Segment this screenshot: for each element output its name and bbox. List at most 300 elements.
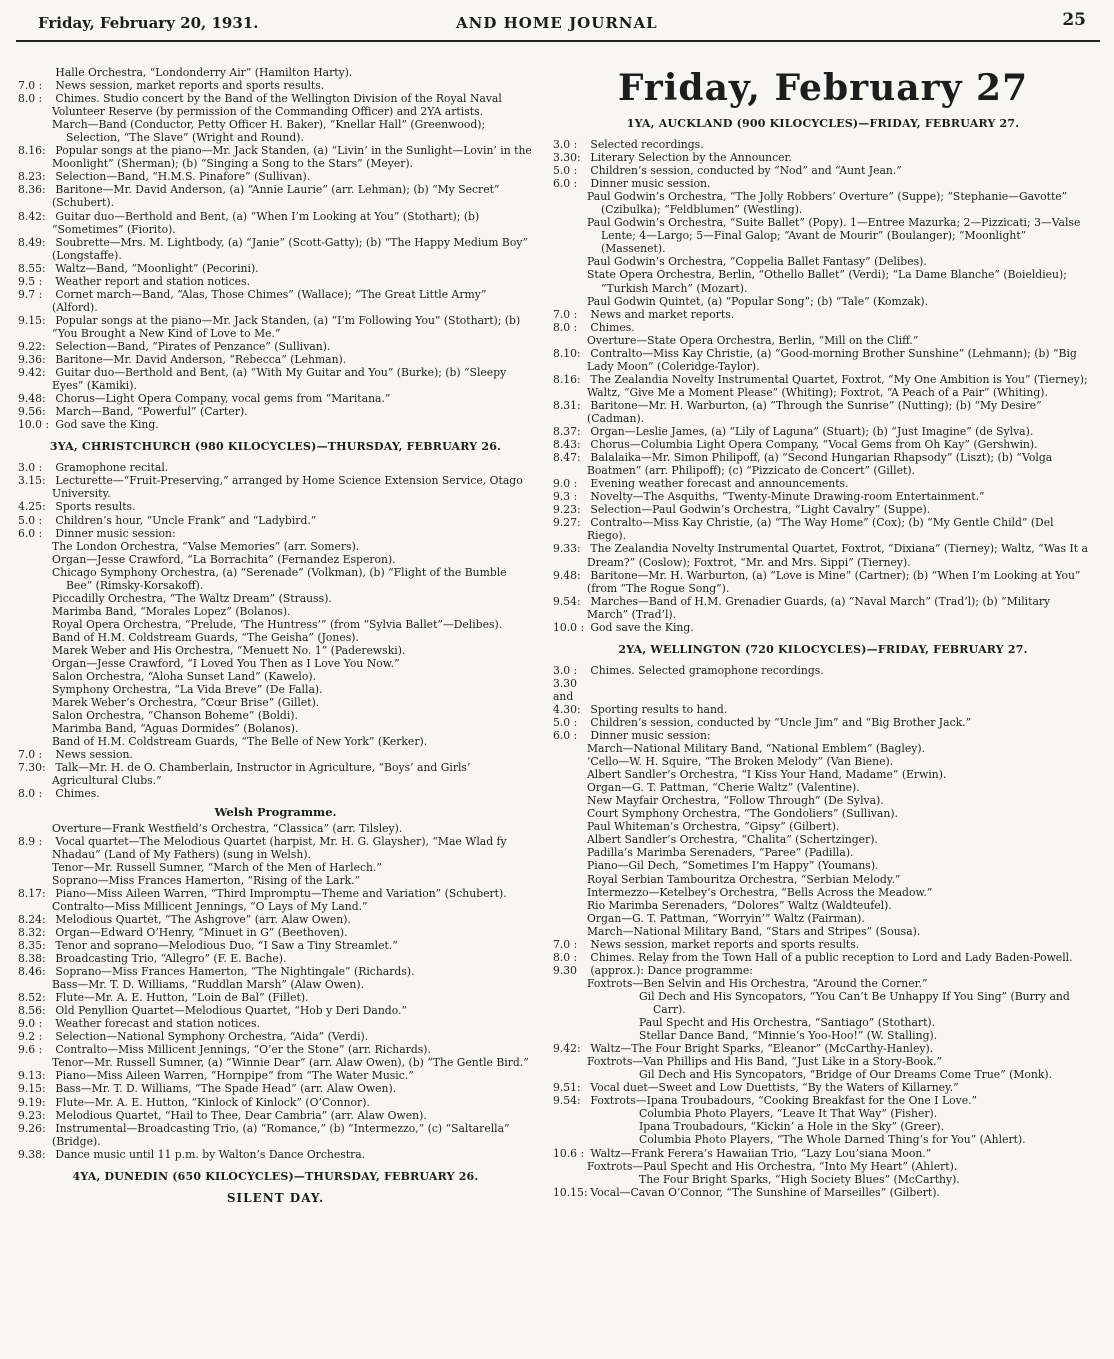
program-time: 3.30 and 4.30: xyxy=(553,676,581,716)
program-entry xyxy=(18,761,533,787)
program-subitem: The London Orchestra, “Valse Memories” (arr. Somers). xyxy=(52,539,360,553)
program-entry xyxy=(553,321,1093,334)
program-entry xyxy=(18,1148,533,1161)
program-entry xyxy=(18,66,533,79)
program-time: 9.23: xyxy=(18,1108,46,1122)
program-entry xyxy=(18,913,533,926)
program-time: 8.17: xyxy=(18,886,46,900)
program-time: 9.6 : xyxy=(18,1043,43,1057)
program-subitem: Contralto—Miss Millicent Jennings, “O Lays of My Land.” xyxy=(52,899,368,913)
silent-day-note: SILENT DAY. xyxy=(226,1190,325,1205)
program-subitem: Tenor—Mr. Russell Sumner, “March of the Men of Harlech.” xyxy=(52,860,382,874)
program-time: 9.15: xyxy=(18,313,46,327)
program-text: Vocal duet—Sweet and Low Duettists, “By the Waters of Killarney.” xyxy=(587,1081,959,1095)
program-entry xyxy=(553,516,1093,542)
program-time: 9.38: xyxy=(18,1147,46,1161)
program-entry xyxy=(18,1082,533,1095)
program-entry xyxy=(553,569,1093,595)
program-time: 8.24: xyxy=(18,912,46,926)
program-time: 8.36: xyxy=(18,183,46,197)
program-entry xyxy=(18,340,533,353)
program-text: Chimes. xyxy=(52,787,100,801)
program-entry xyxy=(18,275,533,288)
program-time: 8.42: xyxy=(18,209,46,223)
program-text: Chimes. Studio concert by the Band of the Wellington Division of the Royal Naval Volunteer Reserve (by permission of the Commanding Officer) and 2YA artists. xyxy=(52,92,502,119)
program-subitem: Piano—Gil Dech, “Sometimes I’m Happy” (Youmans). xyxy=(587,859,879,873)
program-text: Vocal—Cavan O’Connor, “The Sunshine of Marseilles” (Gilbert). xyxy=(587,1185,940,1199)
program-text: God save the King. xyxy=(587,620,694,634)
program-text: Marches—Band of H.M. Grenadier Guards, (a) “Naval March” (Trad’l); (b) “Military March” (Trad’l). xyxy=(587,594,1051,621)
program-time: 9.51: xyxy=(553,1081,581,1095)
program-entry xyxy=(553,373,1093,399)
program-subitem: Band of H.M. Coldstream Guards, “The Geisha” (Jones). xyxy=(52,630,359,644)
program-text: Waltz—Frank Ferera’s Hawaiian Trio, “Lazy Lou’siana Moon.” xyxy=(587,1146,932,1160)
program-subitem: Bass—Mr. T. D. Williams, “Ruddlan Marsh” (Alaw Owen). xyxy=(52,978,365,992)
program-text: Old Penyllion Quartet—Melodious Quartet, “Hob y Deri Dando.” xyxy=(52,1004,407,1018)
program-subitem: Marek Weber and His Orchestra, “Menuett No. 1” (Paderewski). xyxy=(52,643,406,657)
program-time: 9.7 : xyxy=(18,287,43,301)
program-time: 8.56: xyxy=(18,1004,46,1018)
program-time: 9.13: xyxy=(18,1069,46,1083)
program-entry xyxy=(553,164,1093,177)
program-entry xyxy=(18,939,533,952)
program-entry xyxy=(18,92,533,118)
program-time: 7.0 : xyxy=(18,748,43,762)
program-entry xyxy=(553,1147,1093,1160)
program-text: (approx.): Dance programme: xyxy=(587,963,753,977)
program-time: 10.6 : xyxy=(553,1146,585,1160)
program-text: Literary Selection by the Announcer. xyxy=(587,151,792,165)
program-subitem: Band of H.M. Coldstream Guards, “The Belle of New York” (Kerker). xyxy=(52,735,428,749)
program-entry xyxy=(18,461,533,474)
program-entry xyxy=(553,451,1093,477)
program-entry xyxy=(553,677,1093,716)
program-time: 6.0 : xyxy=(18,526,43,540)
program-time: 8.31: xyxy=(553,398,581,412)
program-text: Bass—Mr. T. D. Williams, “The Spade Head” (arr. Alaw Owen). xyxy=(52,1082,397,1096)
program-entry xyxy=(553,1186,1093,1199)
program-subitem: State Opera Orchestra, Berlin, “Othello Ballet” (Verdi); “La Dame Blanche” (Boieldieu); “Turkish March” (Mozart). xyxy=(587,268,1067,295)
program-entry xyxy=(18,418,533,431)
program-subitem: Stellar Dance Band, “Minnie’s Yoo-Hoo!” (W. Stalling). xyxy=(639,1029,938,1043)
station-heading-christchurch: 3YA, CHRISTCHURCH (980 KILOCYCLES)—THURSDAY, FEBRUARY 26. xyxy=(49,440,502,454)
program-text: Piano—Miss Aileen Warren, “Third Impromptu—Theme and Variation” (Schubert). xyxy=(52,886,507,900)
program-time: 3.0 : xyxy=(553,138,578,151)
program-text: Halle Orchestra, “Londonderry Air” (Hamilton Harty). xyxy=(52,66,353,79)
program-time: 3.15: xyxy=(18,474,46,488)
program-subitem: Paul Whiteman’s Orchestra, “Gipsy” (Gilbert). xyxy=(587,820,840,834)
program-text: Baritone—Mr. H. Warburton, (a) “Love is Mine” (Cartner); (b) “When I’m Looking at You” (from “The Rogue Song”). xyxy=(587,568,1081,595)
program-text: Chimes. xyxy=(587,320,635,334)
program-entry xyxy=(553,1094,1093,1107)
program-time: 10.0 : xyxy=(553,620,585,634)
program-subitem: Paul Specht and His Orchestra, “Santiago” (Stothart). xyxy=(639,1016,936,1030)
program-text: Gramophone recital. xyxy=(52,461,169,475)
program-text: Instrumental—Broadcasting Trio, (a) “Romance,” (b) “Intermezzo,” (c) “Saltarella” (Bridge). xyxy=(52,1121,510,1148)
program-text: Chimes. Relay from the Town Hall of a public reception to Lord and Lady Baden-Powell. xyxy=(587,950,1073,964)
program-subitem: Overture—State Opera Orchestra, Berlin, “Mill on the Cliff.” xyxy=(587,333,919,347)
program-text: Contralto—Miss Kay Christie, (a) “Good-morning Brother Sunshine” (Lehmann); (b) “Big Lady Moon” (Coleridge-Taylor). xyxy=(587,346,1077,373)
program-entry xyxy=(553,621,1093,634)
program-subitem: March—National Military Band, “Stars and Stripes” (Sousa). xyxy=(587,924,921,938)
program-entry xyxy=(553,151,1093,164)
program-text: Dinner music session. xyxy=(587,177,711,191)
program-text: Selection—Band, “H.M.S. Pinafore” (Sullivan). xyxy=(52,170,311,184)
program-time: 9.36: xyxy=(18,353,46,367)
program-text: Organ—Leslie James, (a) “Lily of Laguna” (Stuart); (b) “Just Imagine” (de Sylva). xyxy=(587,425,1034,439)
program-entry xyxy=(18,1109,533,1122)
program-text: Sports results. xyxy=(52,500,136,514)
program-entry xyxy=(553,938,1093,951)
program-time: 9.27: xyxy=(553,516,581,530)
program-text: Waltz—Band, “Moonlight” (Pecorini). xyxy=(52,261,259,275)
program-entry xyxy=(553,1042,1093,1055)
program-time: 3.0 : xyxy=(18,461,43,475)
program-entry xyxy=(553,477,1093,490)
program-entry xyxy=(553,951,1093,964)
program-entry xyxy=(553,1081,1093,1094)
program-text: Tenor and soprano—Melodious Duo, “I Saw a Tiny Streamlet.” xyxy=(52,938,398,952)
program-subitem: Organ—Jesse Crawford, “La Borrachita” (Fernandez Esperon). xyxy=(52,552,396,566)
program-entry xyxy=(553,729,1093,742)
program-time: 4.25: xyxy=(18,500,46,514)
program-text: Weather forecast and station notices. xyxy=(52,1017,260,1031)
program-time: 3.30: xyxy=(553,151,581,165)
program-text: Selection—National Symphony Orchestra, “Aida” (Verdi). xyxy=(52,1030,369,1044)
program-text: Melodious Quartet, “Hail to Thee, Dear Cambria” (arr. Alaw Owen). xyxy=(52,1108,427,1122)
program-text: News session, market reports and sports results. xyxy=(52,79,325,93)
program-subitem: Salon Orchestra, “Aloha Sunset Land” (Kawelo). xyxy=(52,670,316,684)
program-subitem: Paul Godwin Quintet, (a) “Popular Song”; (b) “Tale” (Komzak). xyxy=(587,294,929,308)
program-subitem: Columbia Photo Players, “Leave It That Way” (Fisher). xyxy=(639,1107,938,1121)
program-time: 8.16: xyxy=(18,144,46,158)
welsh-program xyxy=(18,822,533,1161)
program-subitem: Paul Godwin’s Orchestra, “Coppelia Ballet Fantasy” (Delibes). xyxy=(587,255,927,269)
program-entry xyxy=(553,177,1093,190)
program-text: Dance music until 11 p.m. by Walton’s Dance Orchestra. xyxy=(52,1147,366,1161)
program-text: Chorus—Columbia Light Opera Company, “Vocal Gems from Oh Kay” (Gershwin). xyxy=(587,438,1038,452)
program-subitem: Symphony Orchestra, “La Vida Breve” (De Falla). xyxy=(52,683,323,697)
program-text: Baritone—Mr. David Anderson, “Rebecca” (Lehman). xyxy=(52,353,347,367)
program-text: Soprano—Miss Frances Hamerton, “The Nightingale” (Richards). xyxy=(52,965,415,979)
program-text: Dinner music session: xyxy=(587,729,711,743)
program-time: 8.55: xyxy=(18,261,46,275)
program-text: Balalaika—Mr. Simon Philipoff, (a) “Second Hungarian Rhapsody” (Liszt); (b) “Volga Boatmen” (arr. Philipoff); (c) “Pizzicato de Concert” (Gillet). xyxy=(587,451,1053,478)
program-time: 7.0 : xyxy=(553,937,578,951)
christchurch-program xyxy=(18,461,533,800)
program-entry xyxy=(18,144,533,170)
wellington-feb26-program xyxy=(18,66,533,431)
program-text: Popular songs at the piano—Mr. Jack Standen, (a) “I’m Following You” (Stothart); (b) “You Brought a New Kind of Love to Me.” xyxy=(52,313,521,340)
program-time: 8.0 : xyxy=(18,92,43,106)
program-subitem: Paul Godwin’s Orchestra, “Suite Ballet” (Popy). 1—Entree Mazurka; 2—Pizzicati; 3—Valse Lente; 4—Largo; 5—Final Galop; “Avant de Mourir” (Boulanger); “Moonlight” (Massenet). xyxy=(587,216,1081,256)
issue-date: Friday, February 20, 1931. xyxy=(38,14,259,32)
program-subitem: Rio Marimba Serenaders, “Dolores” Waltz (Waldteufel). xyxy=(587,898,892,912)
program-subitem: Marek Weber’s Orchestra, “Cœur Brise” (Gillet). xyxy=(52,696,320,710)
program-entry xyxy=(18,288,533,314)
program-time: 9.30 xyxy=(553,963,578,977)
program-subitem: Columbia Photo Players, “The Whole Darned Thing’s for You” (Ahlert). xyxy=(639,1133,1026,1147)
program-time: 8.52: xyxy=(18,991,46,1005)
program-time: 7.0 : xyxy=(553,307,578,321)
program-text: Lecturette—“Fruit-Preserving,” arranged by Home Science Extension Service, Otago University. xyxy=(52,474,523,501)
program-subitem: Gil Dech and His Syncopators, “You Can’t Be Unhappy If You Sing” (Burry and Carr). xyxy=(639,989,1070,1016)
program-entry xyxy=(18,787,533,800)
program-entry xyxy=(553,503,1093,516)
program-text: Selection—Paul Godwin’s Orchestra, “Light Cavalry” (Suppe). xyxy=(587,503,931,517)
program-entry xyxy=(18,210,533,236)
program-time: 9.23: xyxy=(553,503,581,517)
program-text: Vocal quartet—The Melodious Quartet (harpist, Mr. H. G. Glaysher), “Mae Wlad fy Nhadau” (Land of My Fathers) (sung in Welsh). xyxy=(52,834,507,861)
right-column xyxy=(553,68,1093,1199)
program-time: 6.0 : xyxy=(553,729,578,743)
program-entry xyxy=(18,183,533,209)
program-subitem: Ipana Troubadours, “Kickin’ a Hole in the Sky” (Greer). xyxy=(639,1120,945,1134)
paper-title: AND HOME JOURNAL xyxy=(456,14,658,32)
program-entry xyxy=(18,1122,533,1148)
program-text: Popular songs at the piano—Mr. Jack Standen, (a) “Livin’ in the Sunlight—Lovin’ in the Moonlight” (Sherman); (b) “Singing a Song to the Stars” (Meyer). xyxy=(52,144,532,171)
program-time: 8.0 : xyxy=(553,950,578,964)
program-time: 8.0 : xyxy=(553,320,578,334)
masthead xyxy=(16,10,1100,44)
program-time: 8.10: xyxy=(553,346,581,360)
program-time: 9.48: xyxy=(18,392,46,406)
program-time: 9.48: xyxy=(553,568,581,582)
program-entry xyxy=(553,664,1093,677)
program-text: Broadcasting Trio, “Allegro” (F. E. Bache). xyxy=(52,952,287,965)
program-text: Waltz—The Four Bright Sparks, “Eleanor” (McCarthy-Hanley). xyxy=(587,1042,934,1056)
welsh-programme-heading: Welsh Programme. xyxy=(214,804,337,819)
header-rule xyxy=(16,40,1100,42)
program-entry xyxy=(553,399,1093,425)
program-entry xyxy=(18,926,533,939)
program-text: Cornet march—Band, “Alas, Those Chimes” (Wallace); “The Great Little Army” (Alford). xyxy=(52,287,487,314)
program-subitem: Piccadilly Orchestra, “The Waltz Dream” (Strauss). xyxy=(52,591,332,605)
wellington-program xyxy=(553,664,1093,1199)
program-time: 8.49: xyxy=(18,235,46,249)
program-text: The Zealandia Novelty Instrumental Quartet, Foxtrot, “My One Ambition is You” (Tierney); Waltz, “Give Me a Moment Please” (Whiting); Foxtrot, “A Peach of a Pair” (Whiting). xyxy=(587,372,1088,399)
program-entry xyxy=(18,514,533,527)
program-entry xyxy=(18,405,533,418)
program-text: Children’s session, conducted by “Nod” and “Aunt Jean.” xyxy=(587,164,902,178)
program-subitem: Albert Sandler’s Orchestra, “Chalita” (Schertzinger). xyxy=(587,833,878,847)
program-entry xyxy=(18,262,533,275)
program-subitem: Paul Godwin’s Orchestra, “The Jolly Robbers’ Overture” (Suppe); “Stephanie—Gavotte” (Czibulka); “Feldblumen” (Westling). xyxy=(587,190,1068,217)
program-text: March—Band, “Powerful” (Carter). xyxy=(52,405,248,419)
program-entry xyxy=(18,991,533,1004)
program-entry xyxy=(18,527,533,540)
program-subitem: Overture—Frank Westfield’s Orchestra, “Classica” (arr. Tilsley). xyxy=(52,821,403,835)
program-subitem: Organ—Jesse Crawford, “I Loved You Then as I Love You Now.” xyxy=(52,657,400,671)
program-text: Sporting results to hand. xyxy=(587,702,728,716)
program-time: 9.42: xyxy=(18,366,46,380)
program-time: 8.46: xyxy=(18,965,46,979)
left-column xyxy=(18,66,533,1205)
program-text: Guitar duo—Berthold and Bent, (a) “With My Guitar and You” (Burke); (b) “Sleepy Eyes” (Kamiki). xyxy=(52,366,507,393)
auckland-program xyxy=(553,138,1093,634)
program-time: 3.0 : xyxy=(553,663,578,677)
program-subitem: Salon Orchestra, “Chanson Boheme” (Boldi). xyxy=(52,709,298,723)
program-entry xyxy=(18,1004,533,1017)
program-subitem: The Four Bright Sparks, “High Society Blues” (McCarthy). xyxy=(639,1172,960,1186)
program-time: 8.37: xyxy=(553,425,581,439)
program-time: 8.43: xyxy=(553,438,581,452)
program-entry xyxy=(18,392,533,405)
program-subitem: March—Band (Conductor, Petty Officer H. Baker), “Knellar Hall” (Greenwood); Selection, “The Slave” (Wright and Round). xyxy=(52,118,486,145)
program-entry xyxy=(553,716,1093,729)
program-text: Children’s hour, “Uncle Frank” and “Ladybird.” xyxy=(52,513,317,527)
program-text: Soubrette—Mrs. M. Lightbody, (a) “Janie” (Scott-Gatty); (b) “The Happy Medium Boy” (Longstaffe). xyxy=(52,235,528,262)
program-text: Organ—Edward O’Henry, “Minuet in G” (Beethoven). xyxy=(52,925,348,939)
program-text: Flute—Mr. A. E. Hutton, “Loin de Bal” (Fillet). xyxy=(52,991,309,1005)
program-time: 8.47: xyxy=(553,451,581,465)
program-subitem: Intermezzo—Ketelbey’s Orchestra, “Bells Across the Meadow.” xyxy=(587,885,933,899)
program-entry xyxy=(553,542,1093,568)
program-time: 5.0 : xyxy=(553,715,578,729)
program-text: Selection—Band, “Pirates of Penzance” (Sullivan). xyxy=(52,339,331,353)
program-text: Chorus—Light Opera Company, vocal gems from “Maritana.” xyxy=(52,392,391,406)
program-time: 5.0 : xyxy=(18,513,43,527)
program-entry xyxy=(18,1096,533,1109)
program-text: God save the King. xyxy=(52,418,159,432)
program-entry xyxy=(553,964,1093,977)
program-text: Selected recordings. xyxy=(587,138,704,151)
program-text: Guitar duo—Berthold and Bent, (a) “When I’m Looking at You” (Stothart); (b) “Sometimes” (Fiorito). xyxy=(52,209,480,236)
program-time: 9.0 : xyxy=(18,1017,43,1031)
program-entry xyxy=(18,1043,533,1056)
page-number: 25 xyxy=(1062,10,1086,30)
program-time: 8.38: xyxy=(18,952,46,965)
program-subitem: Organ—G. T. Pattman, “Worryin’” Waltz (Fairman). xyxy=(587,911,865,925)
program-subitem: Gil Dech and His Syncopators, “Bridge of Our Dreams Come True” (Monk). xyxy=(639,1068,1053,1082)
program-text: Piano—Miss Aileen Warren, “Hornpipe” from “The Water Music.” xyxy=(52,1069,414,1083)
program-time: 8.35: xyxy=(18,938,46,952)
program-text: Melodious Quartet, “The Ashgrove” (arr. Alaw Owen). xyxy=(52,912,351,926)
program-text: Contralto—Miss Millicent Jennings, “O’er the Stone” (arr. Richards). xyxy=(52,1043,431,1057)
program-text: News session. xyxy=(52,748,133,762)
program-subitem: Organ—G. T. Pattman, “Cherie Waltz” (Valentine). xyxy=(587,781,860,795)
program-subitem: Tenor—Mr. Russell Sumner, (a) “Winnie Dear” (arr. Alaw Owen), (b) “The Gentle Bird.” xyxy=(52,1056,529,1070)
program-time: 7.0 : xyxy=(18,79,43,93)
program-time: 9.2 : xyxy=(18,1030,43,1044)
program-entry xyxy=(18,474,533,500)
program-entry xyxy=(553,347,1093,373)
program-text: Talk—Mr. H. de O. Chamberlain, Instructor in Agriculture, “Boys’ and Girls’ Agricultural Clubs.” xyxy=(52,761,471,788)
program-entry xyxy=(18,1069,533,1082)
program-time: 9.56: xyxy=(18,405,46,419)
program-subitem: Marimba Band, “Aguas Dormides” (Bolanos). xyxy=(52,722,299,736)
program-entry xyxy=(553,425,1093,438)
program-entry xyxy=(18,79,533,92)
program-text: Children’s session, conducted by “Uncle Jim” and “Big Brother Jack.” xyxy=(587,715,972,729)
program-entry xyxy=(553,308,1093,321)
program-entry xyxy=(18,835,533,861)
program-text: News session, market reports and sports results. xyxy=(587,937,860,951)
program-entry xyxy=(18,170,533,183)
program-entry xyxy=(18,952,533,965)
program-subitem: Chicago Symphony Orchestra, (a) “Serenade” (Volkman), (b) “Flight of the Bumble Bee” (Rimsky-Korsakoff). xyxy=(52,565,507,592)
program-time: 9.26: xyxy=(18,1121,46,1135)
program-time: 7.30: xyxy=(18,761,46,775)
program-entry xyxy=(18,1017,533,1030)
program-text: Chimes. Selected gramophone recordings. xyxy=(587,663,824,677)
program-time: 9.54: xyxy=(553,1094,581,1108)
program-entry xyxy=(18,353,533,366)
program-time: 9.54: xyxy=(553,594,581,608)
program-time: 8.32: xyxy=(18,925,46,939)
program-entry xyxy=(18,1030,533,1043)
program-text: The Zealandia Novelty Instrumental Quartet, Foxtrot, “Dixiana” (Tierney); Waltz, “Was It a Dream?” (Coslow); Foxtrot, “Mr. and Mrs. Sippi” (Tierney). xyxy=(587,542,1088,569)
program-subitem: Foxtrots—Paul Specht and His Orchestra, “Into My Heart” (Ahlert). xyxy=(587,1159,958,1173)
program-text: Novelty—The Asquiths, “Twenty-Minute Drawing-room Entertainment.” xyxy=(587,490,985,504)
program-subitem: Royal Opera Orchestra, “Prelude, ‘The Huntress’” (from “Sylvia Ballet”—Delibes). xyxy=(52,617,503,631)
program-subitem: Soprano—Miss Frances Hamerton, “Rising of the Lark.” xyxy=(52,873,361,887)
program-subitem: Padilla’s Marimba Serenaders, “Paree” (Padilla). xyxy=(587,846,854,860)
program-subitem: March—National Military Band, “National Emblem” (Bagley). xyxy=(587,742,926,756)
program-entry xyxy=(553,438,1093,451)
program-text: Baritone—Mr. David Anderson, (a) “Annie Laurie” (arr. Lehman); (b) “My Secret” (Schubert). xyxy=(52,183,500,210)
program-time: 5.0 : xyxy=(553,164,578,178)
program-text: Contralto—Miss Kay Christie, (a) “The Way Home” (Cox); (b) “My Gentle Child” (Del Riego). xyxy=(587,516,1054,543)
program-time: 9.19: xyxy=(18,1095,46,1109)
program-time: 10.0 : xyxy=(18,418,50,432)
program-time: 9.3 : xyxy=(553,490,578,504)
program-time: 8.23: xyxy=(18,170,46,184)
program-time: 9.5 : xyxy=(18,274,43,288)
program-entry xyxy=(18,366,533,392)
program-subitem: Foxtrots—Ben Selvin and His Orchestra, “Around the Corner.” xyxy=(587,976,928,990)
station-heading-dunedin: 4YA, DUNEDIN (650 KILOCYCLES)—THURSDAY, FEBRUARY 26. xyxy=(72,1169,479,1183)
day-title: Friday, February 27 xyxy=(617,67,1029,109)
program-entry xyxy=(18,236,533,262)
program-time: 9.33: xyxy=(553,542,581,556)
program-time: 8.0 : xyxy=(18,787,43,801)
program-subitem: Foxtrots—Van Phillips and His Band, “Just Like in a Story-Book.” xyxy=(587,1055,943,1069)
program-subitem: New Mayfair Orchestra, “Follow Through” (De Sylva). xyxy=(587,794,884,808)
program-entry xyxy=(18,965,533,978)
station-heading-auckland: 1YA, AUCKLAND (900 KILOCYCLES)—FRIDAY, FEBRUARY 27. xyxy=(626,117,1020,130)
station-heading-wellington: 2YA, WELLINGTON (720 KILOCYCLES)—FRIDAY, FEBRUARY 27. xyxy=(618,642,1028,656)
program-subitem: Marimba Band, “Morales Lopez” (Bolanos). xyxy=(52,604,291,618)
program-text: Evening weather forecast and announcements. xyxy=(587,477,849,491)
program-subitem: Royal Serbian Tambouritza Orchestra, “Serbian Melody.” xyxy=(587,872,901,886)
program-time: 6.0 : xyxy=(553,177,578,191)
program-text: Dinner music session: xyxy=(52,526,176,540)
program-time: 10.15: xyxy=(553,1185,588,1199)
program-text: Weather report and station notices. xyxy=(52,274,251,288)
program-time: 8.9 : xyxy=(18,834,43,848)
program-text: News and market reports. xyxy=(587,307,735,321)
program-time: 9.15: xyxy=(18,1082,46,1096)
program-time: 9.0 : xyxy=(553,477,578,491)
program-subitem: Albert Sandler’s Orchestra, “I Kiss Your Hand, Madame” (Erwin). xyxy=(587,768,947,782)
program-entry xyxy=(18,500,533,513)
program-subitem: Court Symphony Orchestra, “The Gondoliers” (Sullivan). xyxy=(587,807,898,821)
program-subitem: ’Cello—W. H. Squire, “The Broken Melody” (Van Biene). xyxy=(587,755,894,769)
program-entry xyxy=(18,314,533,340)
program-time: 8.16: xyxy=(553,372,581,386)
program-entry xyxy=(18,748,533,761)
program-text: Baritone—Mr. H. Warburton, (a) “Through the Sunrise” (Nutting); (b) “My Desire” (Cadman). xyxy=(587,398,1042,425)
program-entry xyxy=(553,490,1093,503)
program-entry xyxy=(18,887,533,900)
program-entry xyxy=(553,138,1093,151)
program-time: 9.42: xyxy=(553,1042,581,1056)
program-text: Flute—Mr. A. E. Hutton, “Kinlock of Kinlock” (O’Connor). xyxy=(52,1095,370,1109)
program-text: Foxtrots—Ipana Troubadours, “Cooking Breakfast for the One I Love.” xyxy=(587,1094,978,1108)
program-time: 9.22: xyxy=(18,339,46,353)
program-entry xyxy=(553,595,1093,621)
